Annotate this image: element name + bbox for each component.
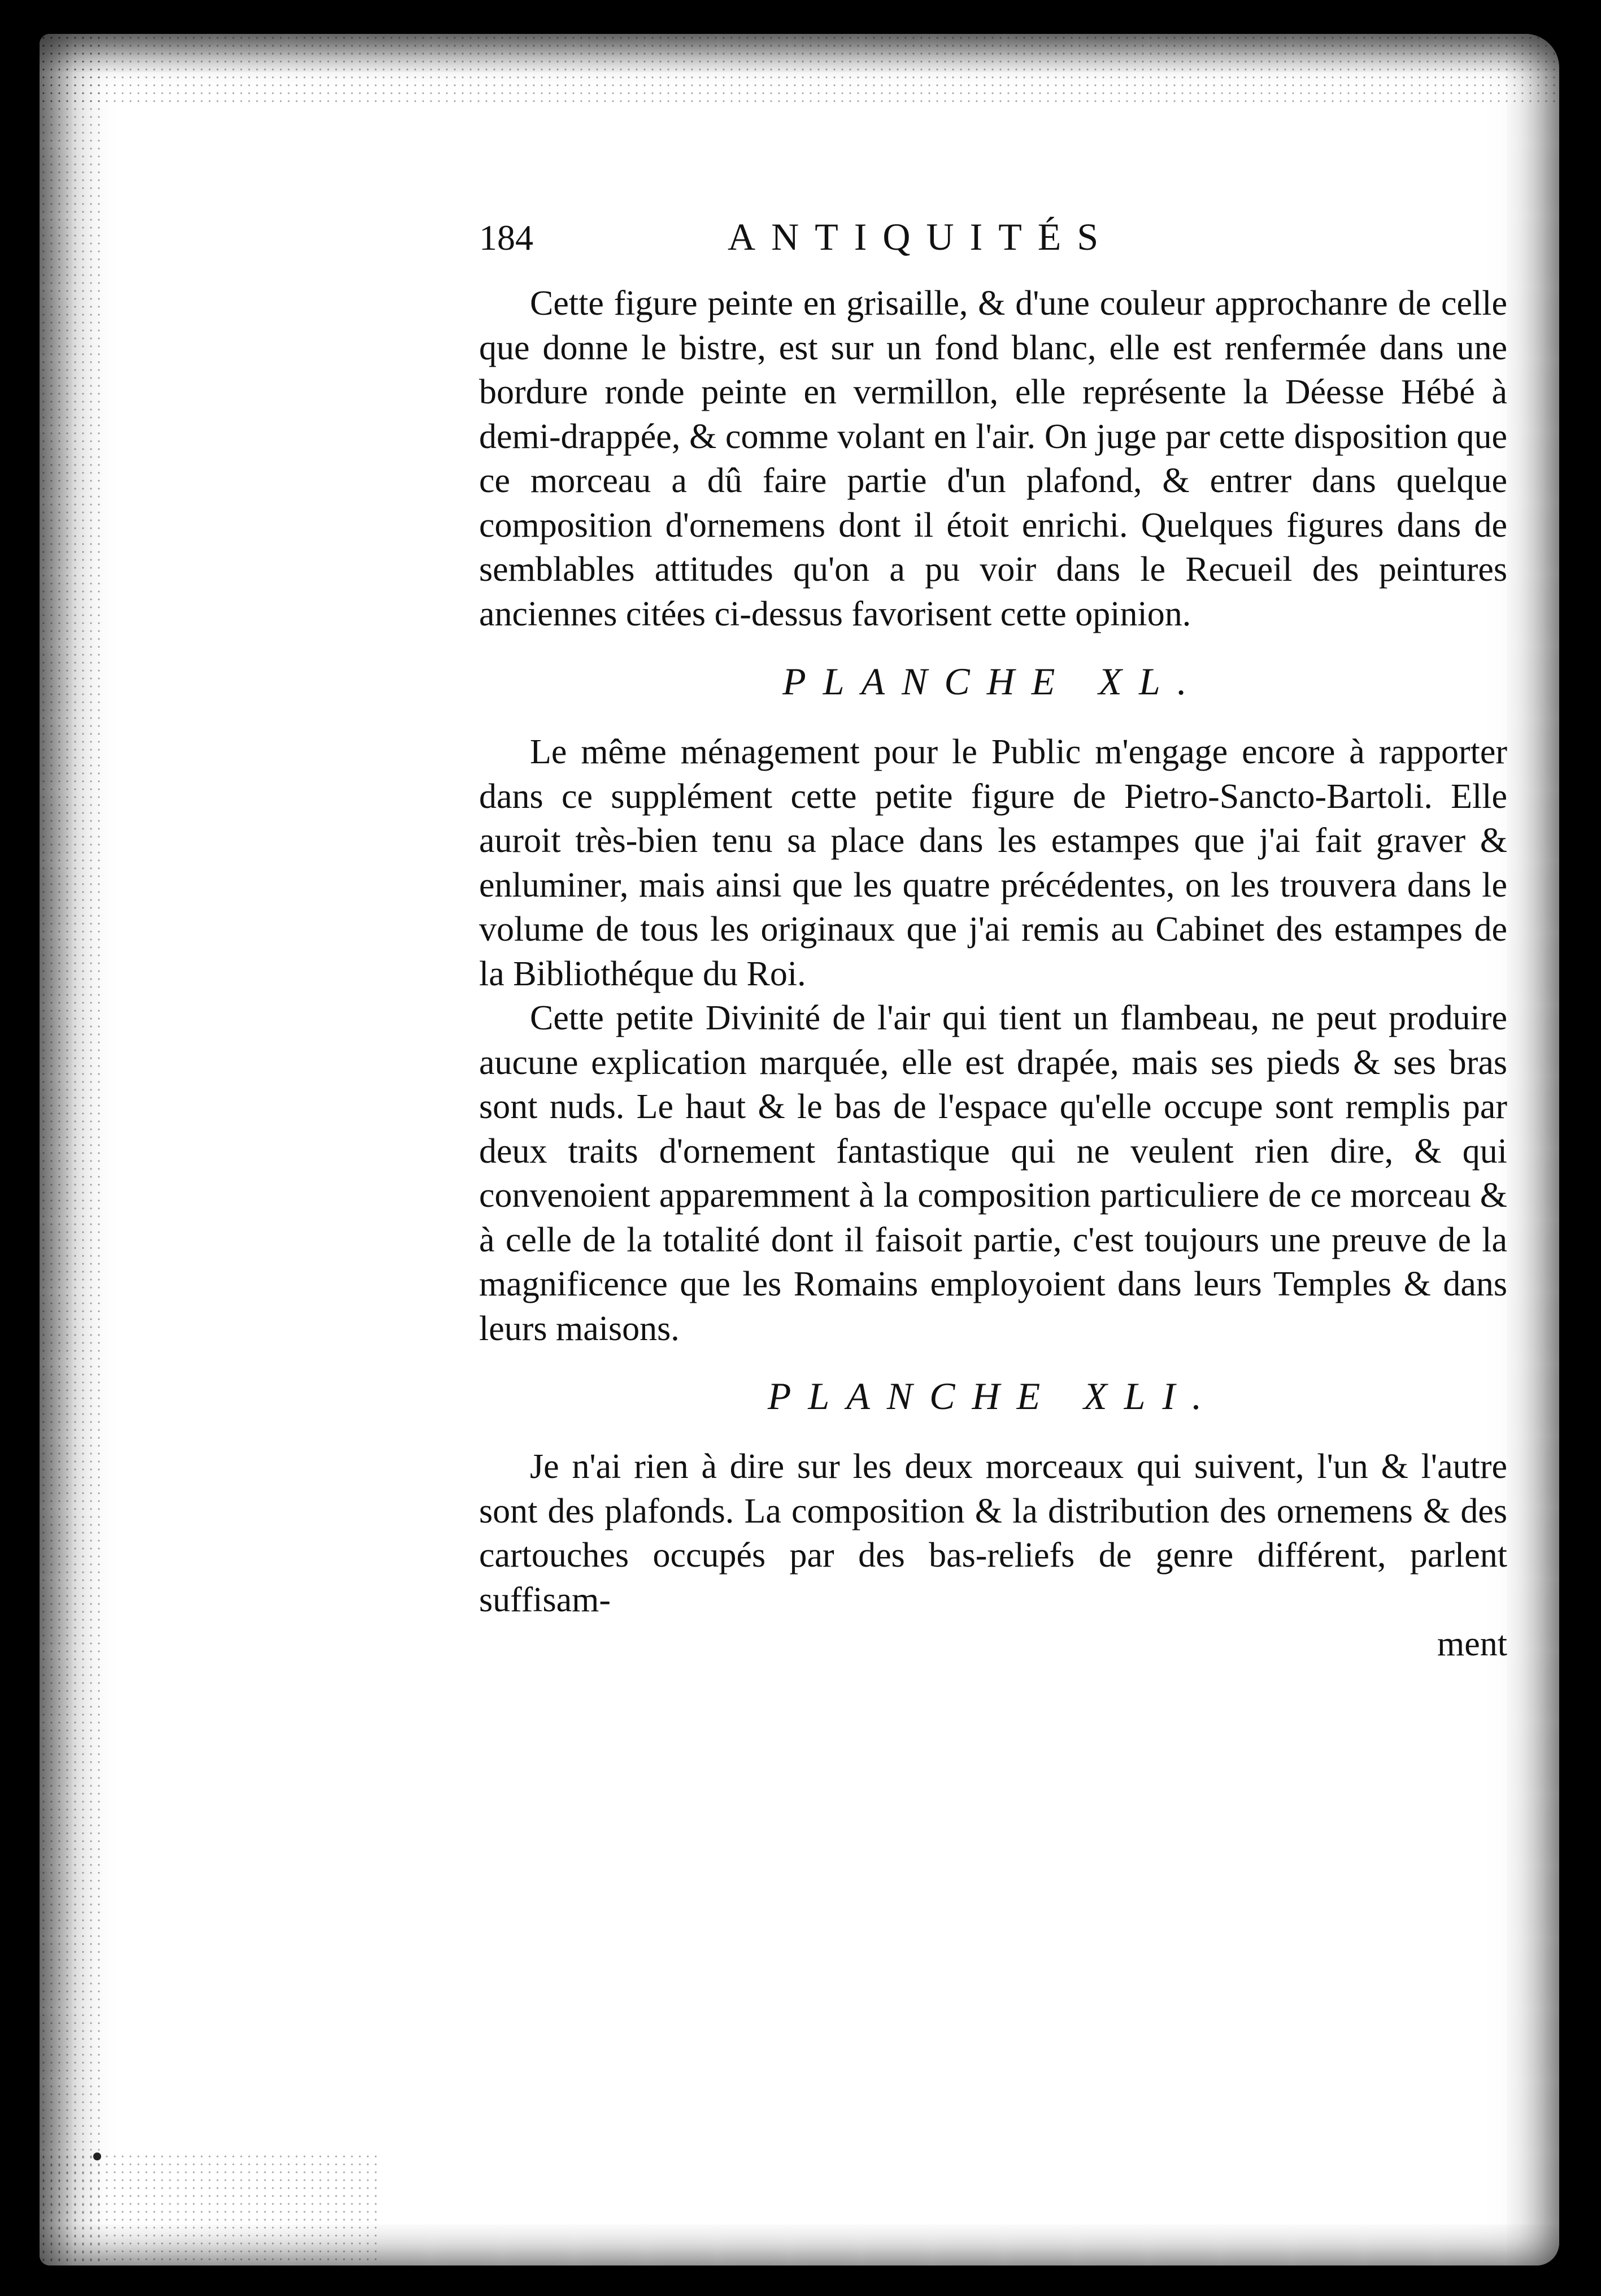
section-title-planche-xli: PLANCHE XLI.	[767, 1375, 1219, 1417]
paragraph-planche-xl-1: Le même ménagement pour le Public m'engage encore à rapporter dans ce supplément cette petite figure de Pietro-Sancto-Bartoli. Elle auroit très-bien tenu sa place dans les estampes que j'ai fait graver & enluminer, mais ainsi que les quatre précédentes, on les trouvera dans le volume de tous les originaux que j'ai remis au Cabinet des estampes de la Bibliothéque du Roi.	[479, 733, 1507, 993]
margin-ink-spot	[93, 2152, 101, 2160]
book-page	[40, 34, 1559, 2265]
page-edge-speckle-top	[40, 34, 1559, 107]
page-number: 184	[479, 218, 533, 258]
section-title-planche-xl: PLANCHE XL.	[782, 660, 1204, 703]
running-title: ANTIQUITÉS	[728, 215, 1115, 258]
text-block	[479, 215, 1507, 1666]
paragraph-planche-xl-2: Cette petite Divinité de l'air qui tient un flambeau, ne peut produire aucune explication marquée, elle est drapée, mais ses pieds & ses bras sont nuds. Le haut & le bas de l'espace qu'elle occupe sont remplis par deux traits d'ornement fantastique qui ne veulent rien dire, & qui convenoient apparemment à la composition particuliere de ce morceau & à celle de la totalité dont il faisoit partie, c'est toujours une preuve de la magnificence que les Romains employoient dans leurs Temples & dans leurs maisons.	[479, 999, 1507, 1348]
page-edge-speckle-bottom	[40, 2152, 379, 2265]
page-edge-speckle-left	[40, 34, 102, 2265]
catchword: ment	[1437, 1625, 1507, 1663]
paragraph-planche-xli-1: Je n'ai rien à dire sur les deux morceaux qui suivent, l'un & l'autre sont des plafonds. La composition & la distribution des ornemens & des cartouches occupés par des bas-reliefs de genre différent, parlent suffisam-	[479, 1447, 1507, 1619]
running-head	[479, 215, 1507, 271]
paragraph-hebe: Cette figure peinte en grisaille, & d'une couleur approchanre de celle que donne le bistre, est sur un fond blanc, elle est renfermée dans une bordure ronde peinte en vermillon, elle représente la Déesse Hébé à demi-drappée, & comme volant en l'air. On juge par cette disposition que ce morceau a dû faire partie d'un plafond, & entrer dans quelque composition d'ornemens dont il étoit enrichi. Quelques figures dans de semblables attitudes qu'on a pu voir dans le Recueil des peintures anciennes citées ci-dessus favorisent cette opinion.	[479, 284, 1507, 633]
